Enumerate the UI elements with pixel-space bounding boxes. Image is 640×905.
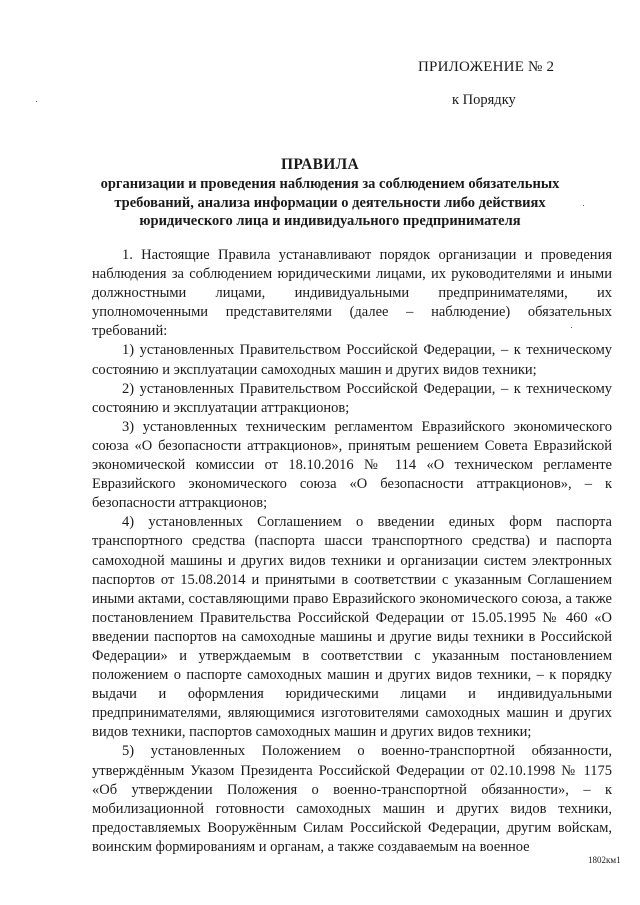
scan-speck xyxy=(571,327,572,328)
paragraph-intro: 1. Настоящие Правила устанавливают порядок организации и проведения наблюдения за соблюдением юридическими лицами, их руководителями и иными должностными лицами, индивидуальными предпринимателями, их уполномоченными представителями (далее – наблюдение) обязательных требований: xyxy=(92,247,612,340)
paragraph-item-5: 5) установленных Положением о военно-транспортной обязанности, утверждённым Указом Президента Российской Федерации от 02.10.1998 № 1175 «Об утверждении Положения о военно-транспортной обязанности», – к мобилизационной готовности самоходных машин и других видов техники, предоставляемых Вооружённым Силам Российской Федерации, другим войскам, воинским формированиям и органам, а также создаваемым на военное xyxy=(92,743,612,855)
appendix-number: ПРИЛОЖЕНИЕ № 2 xyxy=(418,59,555,75)
footer-code: 1802км1 xyxy=(588,855,621,865)
paragraph-item-3: 3) установленных техническим регламентом Евразийского экономического союза «О безопасности аттракционов», принятым решением Совета Евразийской экономической комиссии от 18.10.2016 № 114 «О техническом регламенте Евразийского экономического союза «О безопасности аттракционов», – к безопасности аттракционов; xyxy=(92,418,612,512)
scan-speck xyxy=(583,205,584,206)
document-subtitle: организации и проведения наблюдения за соблюдением обязательных требований, анализа информации о деятельности либо действиях юридического лица и индивидуального предпринимателя xyxy=(100,176,560,229)
paragraph-item-4: 4) установленных Соглашением о введении единых форм паспорта транспортного средства (паспорта шасси транспортного средства) и паспорта самоходной машины и других видов техники и организации систем электронных паспортов от 15.08.2014 и принятыми в соответствии с указанным Соглашением иными актами, составляющими право Евразийского экономического союза, а также постановлением Правительства Российской Федерации от 15.05.1995 № 460 «О введении паспортов на самоходные машины и другие виды техники в Российской Федерации» и утверждаемым в соответствии с указанным постановлением положением о паспорте самоходных машин и других видов техники, – к порядку выдачи и оформления юридическими лицами и индивидуальными предпринимателями, являющимися изготовителями самоходных машин и других видов техники, паспортов самоходных машин и других видов техники; xyxy=(92,514,612,741)
scan-speck xyxy=(36,101,37,102)
appendix-reference: к Порядку xyxy=(452,92,516,108)
document-title: ПРАВИЛА xyxy=(281,156,359,173)
document-body xyxy=(92,246,612,857)
paragraph-item-2: 2) установленных Правительством Российской Федерации, – к техническому состоянию и эксплуатации аттракционов; xyxy=(92,380,612,416)
paragraph-item-1: 1) установленных Правительством Российской Федерации, – к техническому состоянию и эксплуатации самоходных машин и других видов техники; xyxy=(92,342,612,378)
